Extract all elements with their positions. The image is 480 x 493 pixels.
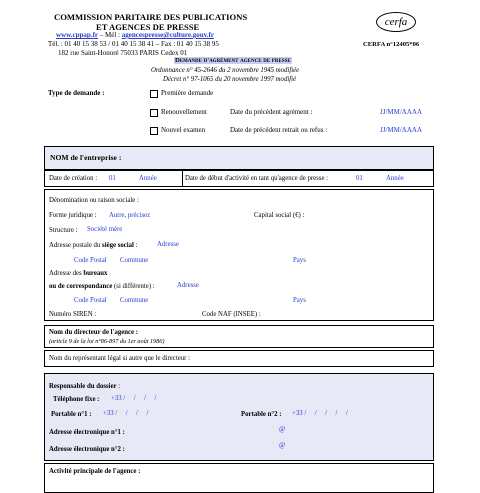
- tel-fixe-prefix: +33: [111, 395, 122, 402]
- activite-box[interactable]: [44, 463, 434, 493]
- decret-line: Décret n° 97-1065 du 20 novembre 1997 modifié: [163, 76, 297, 83]
- portable2-label: Portable n°2 :: [241, 411, 282, 418]
- tel-fixe-slashes: / / / /: [123, 395, 157, 402]
- responsable-box: [44, 373, 434, 461]
- date-retrait-refus-field[interactable]: JJ/MM/AAAA: [380, 126, 423, 134]
- portable1-prefix: +33: [103, 410, 114, 417]
- date-debut-year[interactable]: Année: [386, 175, 404, 182]
- portable1-slashes: / / / /: [115, 410, 149, 417]
- nom-entreprise-label: NOM de l'entreprise :: [50, 153, 122, 162]
- email1-field[interactable]: @: [279, 426, 286, 433]
- date-debut-box: [182, 170, 434, 187]
- correspondance-bold: ou de correspondance: [49, 283, 113, 290]
- representant-box[interactable]: [44, 350, 434, 367]
- tel-fixe-label: Téléphone fixe :: [53, 396, 100, 403]
- premiere-demande-checkbox[interactable]: [150, 90, 158, 98]
- naf-label: Code NAF (INSEE) :: [202, 311, 261, 318]
- directeur-box[interactable]: [44, 325, 434, 348]
- adresse-siege-bold: siège social: [102, 242, 134, 249]
- adresse-siege-label: [49, 242, 138, 249]
- contact-line: [56, 31, 214, 39]
- code-postal-field-2[interactable]: Code Postal: [74, 297, 107, 304]
- code-postal-field[interactable]: Code Postal: [74, 257, 107, 264]
- cerfa-logo: [376, 12, 416, 32]
- form-title: Demande d'agrément agence de presse: [175, 57, 291, 64]
- website-link[interactable]: www.cppap.fr: [56, 31, 99, 39]
- adresse-correspondance-field[interactable]: Adresse: [177, 282, 199, 289]
- org-line-1: COMMISSION PARITAIRE DES PUBLICATIONS: [54, 12, 248, 22]
- premiere-demande-label: Première demande: [161, 89, 214, 97]
- portable2-slashes: / / / / /: [304, 410, 348, 417]
- adresse-bureaux-bold: bureaux: [83, 270, 108, 277]
- email2-label: Adresse électronique n°2 :: [49, 446, 125, 453]
- siren-label: Numéro SIREN :: [49, 311, 97, 318]
- responsable-title-text: Responsable du dossier: [49, 383, 117, 390]
- representant-label: Nom du représentant légal si autre que le directeur :: [49, 355, 190, 362]
- address-line: 182 rue Saint-Honoré 75033 PARIS Cedex 01: [58, 49, 188, 57]
- date-creation-box: [44, 170, 183, 187]
- adresse-bureaux-pre: Adresse des: [49, 270, 82, 277]
- correspondance-label: [49, 283, 155, 290]
- adresse-siege-field[interactable]: Adresse: [157, 241, 179, 248]
- structure-select[interactable]: Société mère: [87, 226, 123, 233]
- date-precedent-agrement-field[interactable]: JJ/MM/AAAA: [380, 108, 423, 116]
- forme-juridique-select[interactable]: Autre, précisez: [109, 212, 151, 219]
- pays-field-2[interactable]: Pays: [293, 297, 306, 304]
- type-demande-label: Type de demande :: [48, 89, 105, 97]
- pays-field[interactable]: Pays: [293, 257, 306, 264]
- capital-social-label: Capital social (€) :: [254, 212, 305, 219]
- portable1-field[interactable]: [103, 410, 148, 417]
- portable1-label: Portable n°1 :: [51, 411, 92, 418]
- cerfa-number: CERFA n°12405*06: [363, 41, 420, 48]
- date-creation-year[interactable]: Année: [139, 175, 157, 182]
- org-line-2: ET AGENCES DE PRESSE: [96, 22, 200, 32]
- mel-label: – Mél :: [99, 31, 120, 39]
- email1-label: Adresse électronique n°1 :: [49, 429, 125, 436]
- date-retrait-refus-label: Date de précédent retrait ou refus :: [230, 126, 328, 134]
- forme-juridique-label: Forme juridique :: [49, 212, 97, 219]
- commune-field-2[interactable]: Commune: [120, 297, 149, 304]
- responsable-title: [49, 383, 120, 390]
- directeur-label: Nom du directeur de l'agence :: [49, 329, 139, 336]
- date-precedent-agrement-label: Date du précédent agrément :: [230, 108, 313, 116]
- correspondance-post: (si différente) :: [114, 283, 155, 290]
- portable2-field[interactable]: [292, 410, 348, 417]
- nouvel-examen-checkbox[interactable]: [150, 127, 158, 135]
- activite-label: Activité principale de l'agence :: [49, 468, 141, 475]
- nom-entreprise-box[interactable]: [44, 146, 434, 170]
- denomination-label: Dénomination ou raison sociale :: [49, 197, 139, 204]
- email2-field[interactable]: @: [279, 442, 286, 449]
- adresse-siege-post: :: [135, 242, 138, 249]
- portable2-prefix: +33: [292, 410, 303, 417]
- responsable-title-post: :: [116, 383, 121, 390]
- date-creation-label: Date de création :: [49, 175, 98, 182]
- adresse-bureaux-label: [49, 270, 107, 277]
- structure-label: Structure :: [49, 227, 78, 234]
- nouvel-examen-label: Nouvel examen: [161, 126, 206, 134]
- renouvellement-checkbox[interactable]: [150, 109, 158, 117]
- email-link[interactable]: agencespresse@culture.gouv.fr: [121, 31, 214, 39]
- renouvellement-label: Renouvellement: [161, 108, 207, 116]
- date-creation-month[interactable]: 01: [109, 175, 116, 182]
- cerfa-logo-text: cerfa: [384, 16, 408, 28]
- adresse-siege-pre: Adresse postale du: [49, 242, 101, 249]
- date-debut-label: Date de début d'activité en tant qu'agence de presse :: [185, 175, 329, 182]
- date-debut-month[interactable]: 01: [356, 175, 363, 182]
- directeur-note: (article 9 de la loi n°86-897 du 1er août 1986): [49, 338, 165, 345]
- tel-fixe-field[interactable]: [111, 395, 156, 402]
- ordonnance-line: Ordonnance n° 45-2646 du 2 novembre 1945 modifiée: [151, 67, 300, 74]
- details-box: [44, 189, 434, 321]
- commune-field[interactable]: Commune: [120, 257, 149, 264]
- phone-line: Tél. : 01 40 15 38 53 / 01 40 15 38 41 – Fax : 01 40 15 38 95: [48, 40, 219, 48]
